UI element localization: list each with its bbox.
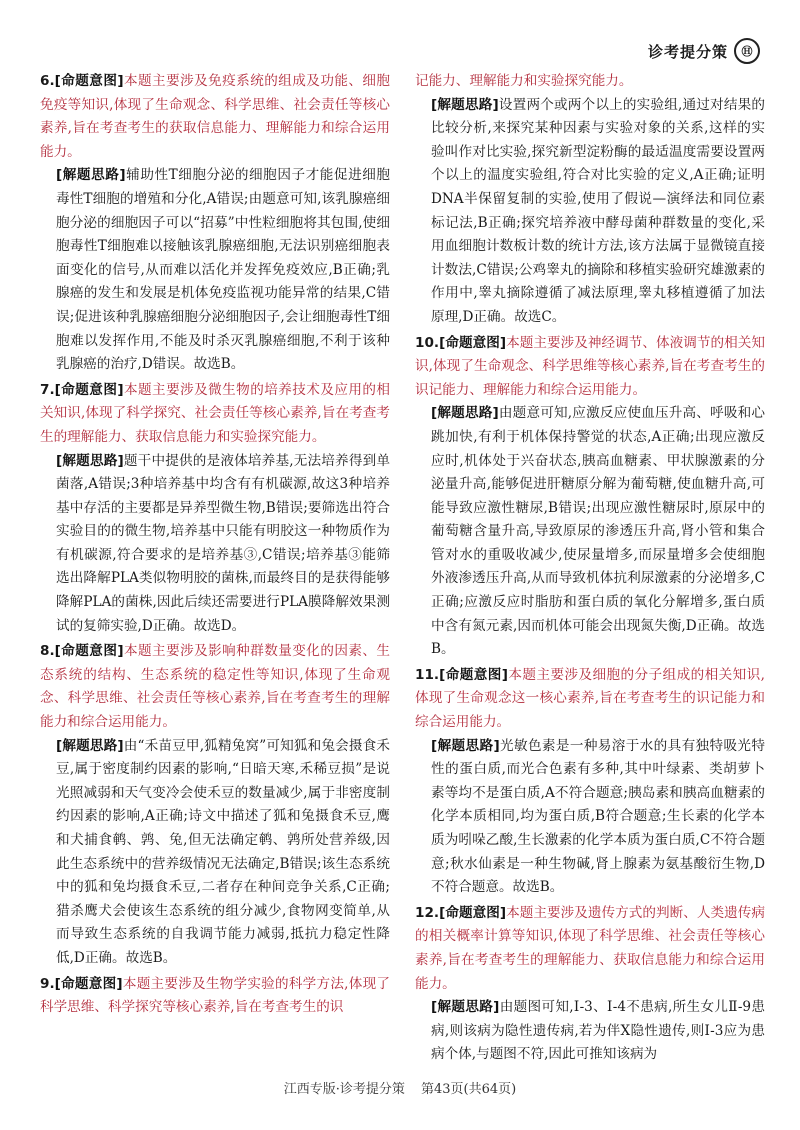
question-number: 8. — [40, 643, 55, 660]
question-7 — [40, 379, 390, 639]
left-column — [40, 70, 390, 1045]
intent-text: 本题主要涉及微生物的培养技术及应用的相关知识,体现了科学探究、社会责任等核心素养,旨在考查考生的理解能力、获取信息能力和实验探究能力。 — [40, 381, 390, 445]
intent-text: 本题主要涉及免疫系统的组成及功能、细胞免疫等知识,体现了生命观念、科学思维、社会责任等核心素养,旨在考查考生的获取信息能力、理解能力和综合运用能力。 — [40, 73, 390, 160]
brand-logo-icon: Ⓗ — [734, 38, 760, 64]
intent-tag: [命题意图] — [54, 73, 124, 89]
question-9-continued — [415, 70, 765, 330]
question-8 — [40, 640, 390, 970]
question-12 — [415, 902, 765, 1067]
reason-text: 设置两个或两个以上的实验组,通过对结果的比较分析,来探究某种因素与实验对象的关系,这样的实验叫作对比实验,探究新型淀粉酶的最适温度需要设置两个以上的温度实验组,符合对比实验的定义,A正确;证明DNA半保留复制的实验,使用了假说—演绎法和同位素标记法,B正确;探究培养液中酵母菌种群数量的变化,采用血细胞计数板计数的统计方法,该方法属于显微镜直接计数法,C错误;公鸡睾丸的摘除和移植实验研究雄激素的作用中,睾丸摘除遵循了减法原理,睾丸移植遵循了加法原理,D正确。故选C。 — [431, 96, 765, 325]
reason-text: 题干中提供的是液体培养基,无法培养得到单菌落,A错误;3种培养基中均含有有机碳源,故这3种培养基中存活的主要都是异养型微生物,B错误;要筛选出符合实验目的的微生物,培养基中只能有明胶这一种物质作为有机碳源,符合要求的是培养基③,C错误;培养基③能筛选出降解PLA类似物明胶的菌株,而最终目的是获得能够降解PLA的菌株,因此后续还需要进行PLA膜降解效果测试的复筛实验,D正确。故选D。 — [56, 452, 390, 634]
reason-paragraph — [40, 450, 390, 639]
intent-text: 记能力、理解能力和实验探究能力。 — [415, 73, 633, 89]
header-title: 诊考提分策 — [647, 42, 728, 61]
reason-text: 由题图可知,Ⅰ-3、Ⅰ-4不患病,所生女儿Ⅱ-9患病,则该病为隐性遗传病,若为伴X隐性遗传,则Ⅰ-3应为患病个体,与题图不符,因此可推知该病为 — [431, 999, 765, 1063]
page-footer — [0, 1078, 800, 1097]
question-10 — [415, 332, 765, 662]
footer-region: 江西专版·诊考提分策 — [283, 1082, 405, 1097]
intent-tag: [命题意图] — [439, 666, 508, 683]
reason-paragraph — [415, 735, 765, 900]
question-6 — [40, 70, 390, 377]
reason-text: 辅助性T细胞分泌的细胞因子才能促进细胞毒性T细胞的增殖和分化,A错误;由题意可知,该乳腺癌细胞分泌的细胞因子可以“招募”中性粒细胞将其包围,使细胞毒性T细胞难以接触该乳腺癌细胞,无法识别癌细胞表面变化的信号,从而难以活化并发挥免疫效应,B正确;乳腺癌的发生和发展是机体免疫监视功能异常的结果,C错误;促进该种乳腺癌细胞分泌细胞因子,会让细胞毒性T细胞难以发挥作用,不能及时杀灭乳腺癌细胞,不利于该种乳腺癌的治疗,D错误。故选B。 — [56, 167, 390, 373]
intent-tag: [命题意图] — [54, 381, 124, 398]
reason-tag: [解题思路] — [56, 452, 124, 469]
intent-text: 本题主要涉及生物学实验的科学方法,体现了科学思维、科学探究等核心素养,旨在考查考生的识 — [40, 975, 390, 1016]
intent-text: 本题主要涉及神经调节、体液调节的相关知识,体现了生命观念、科学思维等核心素养,旨在考查考生的识记能力、理解能力和综合运用能力。 — [415, 334, 766, 398]
reason-tag: [解题思路] — [431, 405, 499, 422]
question-number: 9. — [40, 975, 55, 992]
reason-paragraph — [415, 94, 765, 330]
intent-tag: [命题意图] — [439, 904, 507, 921]
question-number: 6. — [40, 73, 55, 89]
reason-paragraph — [40, 164, 390, 376]
intent-tag: [命题意图] — [439, 334, 507, 351]
content-columns — [40, 70, 766, 1063]
reason-paragraph — [415, 402, 765, 662]
reason-tag: [解题思路] — [56, 167, 126, 184]
reason-tag: [解题思路] — [56, 737, 124, 754]
question-number: 10. — [415, 334, 440, 351]
reason-text: 由题意可知,应激反应使血压升高、呼吸和心跳加快,有利于机体保持警觉的状态,A正确;出现应激反应时,机体处于兴奋状态,胰高血糖素、甲状腺激素的分泌量升高,能够促进肝糖原分解为葡萄糖,使血糖升高,可能导致应激性糖尿,B错误;出现应激性糖尿时,原尿中的葡萄糖含量升高,导致原尿的渗透压升高,肾小管和集合管对水的重吸收减少,使尿量增多,而尿量增多会使细胞外液渗透压升高,从而导致机体抗利尿激素的分泌增多,C正确;应激反应时脂肪和蛋白质的氧化分解增多,蛋白质中含有氮元素,因而机体可能会出现氮失衡,D正确。故选B。 — [431, 405, 765, 658]
reason-paragraph — [40, 735, 390, 971]
intent-text: 本题主要涉及影响种群数量变化的因素、生态系统的结构、生态系统的稳定性等知识,体现了生命观念、科学思维、社会责任等核心素养,旨在考查考生的理解能力和综合运用能力。 — [40, 643, 390, 731]
question-number: 11. — [415, 666, 440, 683]
intent-tag: [命题意图] — [54, 643, 124, 660]
footer-page-number: 第43页(共64页) — [421, 1082, 517, 1097]
intent-text: 本题主要涉及遗传方式的判断、人类遗传病的相关概率计算等知识,体现了科学思维、社会责任等核心素养,旨在考查考生的理解能力、获取信息能力和综合运用能力。 — [415, 904, 766, 992]
reason-tag: [解题思路] — [431, 737, 500, 754]
reason-text: 由“禾苗豆甲,狐精兔窝”可知狐和兔会摄食禾豆,属于密度制约因素的影响,“日暗天寒,禾稀豆损”是说光照减弱和天气变冷会使禾豆的数量减少,属于非密度制约因素的影响,A正确;诗文中描述了狐和兔摄食禾豆,鹰和犬捕食鹌、鹑、兔,但无法确定鹌、鹑所处营养级,因此生态系统中的营养级情况无法确定,B错误;该生态系统中的狐和兔均摄食禾豆,二者存在种间竞争关系,C正确;猎杀鹰犬会使该生态系统的组分减少,食物网变简单,从而导致生态系统的自我调节能力减弱,抵抗力稳定性降低,D正确。故选B。 — [56, 737, 390, 966]
question-number: 7. — [40, 381, 55, 398]
right-column — [415, 70, 766, 1063]
question-number: 12. — [415, 904, 440, 921]
reason-paragraph — [415, 996, 765, 1067]
intent-text: 本题主要涉及细胞的分子组成的相关知识,体现了生命观念这一核心素养,旨在考查考生的识记能力和综合运用能力。 — [415, 666, 765, 731]
intent-tag: [命题意图] — [54, 975, 123, 992]
reason-tag: [解题思路] — [431, 999, 500, 1016]
page-header — [648, 38, 760, 64]
question-9 — [40, 973, 390, 1020]
reason-text: 光敏色素是一种易溶于水的具有独特吸光特性的蛋白质,而光合色素有多种,其中叶绿素、类胡萝卜素等均不是蛋白质,A不符合题意;胰岛素和胰高血糖素的化学本质相同,均为蛋白质,B符合题意;生长素的化学本质为吲哚乙酸,生长激素的化学本质为蛋白质,C不符合题意;秋水仙素是一种生物碱,肾上腺素为氨基酸衍生物,D不符合题意。故选B。 — [431, 737, 765, 896]
reason-tag: [解题思路] — [431, 96, 499, 113]
question-11 — [415, 664, 765, 900]
